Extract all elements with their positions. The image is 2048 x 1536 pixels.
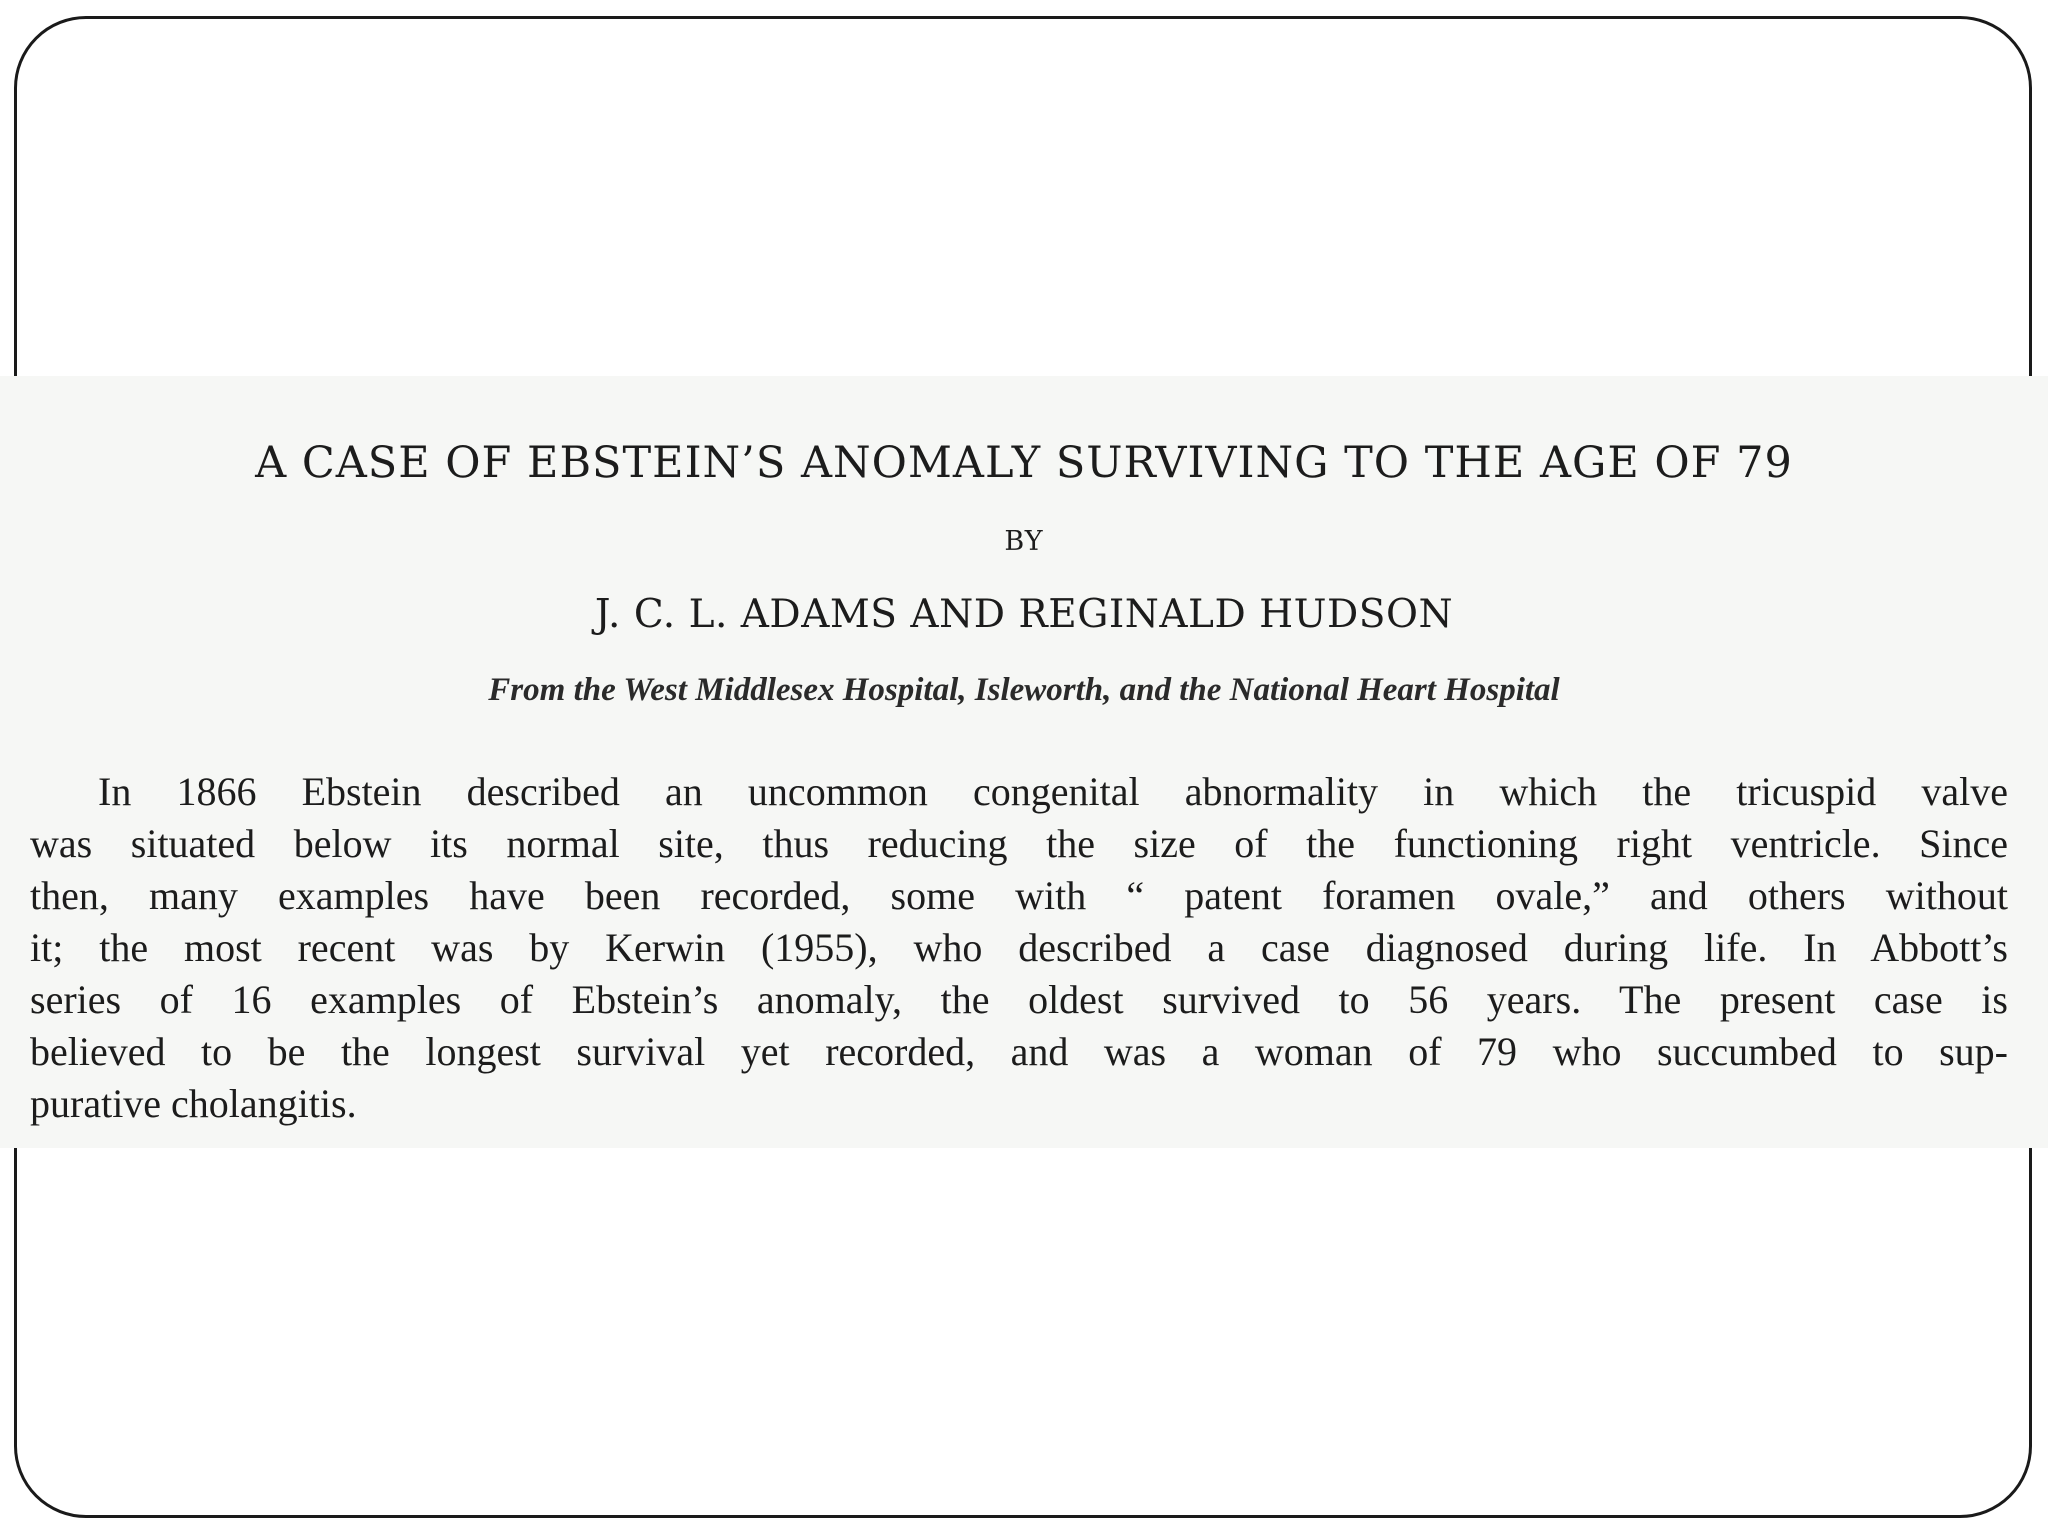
- byline-label: BY: [1004, 526, 1044, 557]
- article-authors: J. C. L. ADAMS AND REGINALD HUDSON: [594, 592, 1454, 637]
- article-affiliation: From the West Middlesex Hospital, Isleworth, and the National Heart Hospital: [488, 672, 1560, 708]
- article-body-paragraph: [30, 766, 2008, 1130]
- body-line: series of 16 examples of Ebstein’s anomaly, the oldest survived to 56 years. The present case is: [30, 977, 2008, 1022]
- article-title: A CASE OF EBSTEIN’S ANOMALY SURVIVING TO THE AGE OF 79: [255, 438, 1793, 488]
- body-line: it; the most recent was by Kerwin (1955), who described a case diagnosed during life. In Abbott’s: [30, 925, 2008, 970]
- body-line: believed to be the longest survival yet recorded, and was a woman of 79 who succumbed to sup-: [30, 1029, 2008, 1074]
- body-line: then, many examples have been recorded, some with “ patent foramen ovale,” and others without: [30, 873, 2008, 918]
- body-line: In 1866 Ebstein described an uncommon congenital abnormality in which the tricuspid valve: [98, 769, 2008, 814]
- scanned-article-excerpt: [0, 376, 2048, 1148]
- body-line: was situated below its normal site, thus reducing the size of the functioning right ventricle. Since: [30, 821, 2008, 866]
- body-line: purative cholangitis.: [30, 1081, 357, 1126]
